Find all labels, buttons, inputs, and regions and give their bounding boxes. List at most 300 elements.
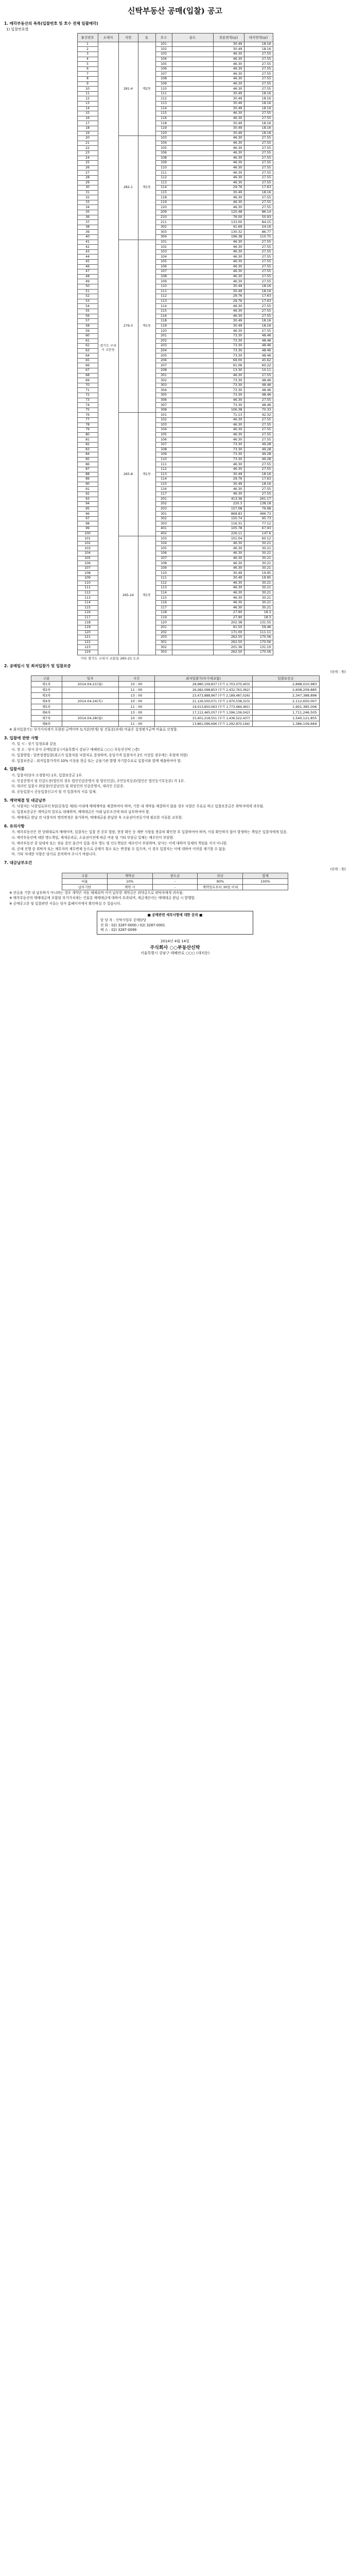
- paragraph: ※ 매각부동산의 매매대금에 포함된 부가가치세는 건물분 매매대금에 대하여 부과되며, 세금계산서는 매매대금 완납 시 발행함.: [9, 896, 196, 901]
- company-name: 주식회사 ○○부동산신탁: [150, 945, 200, 951]
- land-area-cell: 48.46: [244, 403, 273, 408]
- floor-area-cell: 46.30: [213, 314, 244, 319]
- unit-number-cell: 202: [155, 630, 172, 635]
- floor-area-cell: 46.30: [213, 269, 244, 275]
- schedule-cell: 17,112,465,057 (부가 1,596,136,042): [154, 710, 252, 716]
- unit-number-cell: 107: [155, 269, 172, 275]
- unit-number-cell: 402: [155, 531, 172, 536]
- lot-header-cell: 전용면적(㎡): [213, 33, 244, 42]
- lot-number-cell: 101: [77, 536, 98, 541]
- land-area-cell: 27.55: [244, 66, 273, 72]
- lot-number-cell: 1: [77, 42, 98, 47]
- floor-area-cell: 46.30: [213, 255, 244, 260]
- lot-number-cell: 6: [77, 66, 98, 72]
- unit-number-cell: 305: [155, 393, 172, 398]
- usage-cell: [172, 383, 213, 388]
- floor-area-cell: 46.30: [213, 462, 244, 467]
- paragraph: 다. 매매대금 완납 전 낙찰자의 명의변경은 불가하며, 매매대금을 완납한 후 소유권이전등기에 필요한 서류를 교부함.: [9, 816, 183, 820]
- unit-number-cell: 119: [155, 615, 172, 620]
- table-row: [62, 884, 288, 890]
- payment-table: [62, 873, 288, 890]
- unit-number-cell: 106: [155, 264, 172, 269]
- lot-number-cell: 64: [77, 353, 98, 359]
- usage-cell: [172, 477, 213, 482]
- schedule-table: [31, 675, 320, 727]
- paragraph: 다. 대리인 입찰시 위임장(인감날인) 및 위임인의 인감증명서, 대리인 신분증.: [9, 784, 125, 789]
- lot-number-cell: 3: [77, 52, 98, 57]
- lot-number-cell: 76: [77, 413, 98, 418]
- lot-number-cell: 108: [77, 571, 98, 576]
- land-area-cell: 30.21: [244, 561, 273, 566]
- usage-cell: [172, 289, 213, 294]
- usage-cell: [172, 195, 213, 200]
- usage-cell: [172, 165, 213, 171]
- table-row: [31, 699, 319, 704]
- lot-number-cell: 81: [77, 437, 98, 443]
- floor-area-cell: 73.30: [213, 378, 244, 383]
- floor-area-cell: 46.30: [213, 561, 244, 566]
- location-cell: 경기도 구리시 교문동: [98, 42, 118, 655]
- floor-area-cell: 46.30: [213, 161, 244, 166]
- usage-cell: [172, 87, 213, 92]
- lot-number-cell: 67: [77, 368, 98, 374]
- usage-cell: [172, 156, 213, 161]
- floor-area-cell: 46.30: [213, 556, 244, 561]
- lot-number-cell: 61: [77, 338, 98, 344]
- lot-number-cell: 63: [77, 348, 98, 353]
- contact-phone: 전 화 : 02) 3287-0000 / 02) 3287-0001: [100, 923, 165, 927]
- land-area-cell: 27.55: [244, 269, 273, 275]
- land-area-cell: 10.11: [244, 368, 273, 374]
- usage-cell: [172, 279, 213, 284]
- usage-cell: [172, 512, 213, 517]
- jibun-cell: 265-24: [118, 536, 138, 655]
- lot-table: [77, 33, 273, 655]
- land-area-cell: 27.55: [244, 240, 273, 245]
- land-area-cell: 45.62: [244, 358, 273, 363]
- lot-number-cell: 11: [77, 91, 98, 96]
- lot-number-cell: 26: [77, 165, 98, 171]
- floor-area-cell: 46.30: [213, 72, 244, 77]
- floor-area-cell: 46.30: [213, 264, 244, 269]
- unit-number-cell: 304: [155, 388, 172, 393]
- unit-number-cell: 101: [155, 240, 172, 245]
- unit-number-cell: 107: [155, 556, 172, 561]
- lot-header-cell: 소재지: [98, 33, 118, 42]
- land-area-cell: 27.55: [244, 274, 273, 279]
- floor-area-cell: 46.30: [213, 87, 244, 92]
- lot-number-cell: 89: [77, 477, 98, 482]
- lot-number-cell: 77: [77, 418, 98, 423]
- lot-number-cell: 59: [77, 329, 98, 334]
- usage-cell: [172, 111, 213, 116]
- unit-number-cell: 104: [155, 57, 172, 62]
- floor-area-cell: 106.38: [213, 408, 244, 413]
- lot-number-cell: 74: [77, 403, 98, 408]
- land-area-cell: 170.56: [244, 635, 273, 640]
- floor-area-cell: 46.30: [213, 52, 244, 57]
- usage-cell: [172, 264, 213, 269]
- lot-number-cell: 22: [77, 146, 98, 151]
- lot-number-cell: 122: [77, 640, 98, 645]
- unit-number-cell: 203: [155, 344, 172, 349]
- land-area-cell: 18.16: [244, 324, 273, 329]
- floor-area-cell: 105.78: [213, 527, 244, 532]
- land-area-cell: 27.55: [244, 373, 273, 378]
- unit-number-cell: 106: [155, 551, 172, 556]
- schedule-cell: 11 : 00: [118, 721, 154, 727]
- schedule-header-cell: 시간: [118, 676, 154, 682]
- lot-header-cell: 지번: [118, 33, 138, 42]
- unit-number-cell: 303: [155, 230, 172, 235]
- lot-number-cell: 102: [77, 541, 98, 546]
- land-area-cell: 27.55: [244, 200, 273, 205]
- usage-cell: [172, 422, 213, 428]
- floor-area-cell: 30.49: [213, 472, 244, 477]
- unit-number-cell: 102: [155, 47, 172, 52]
- payment-cell: 비율: [62, 878, 108, 884]
- floor-area-cell: 46.30: [213, 165, 244, 171]
- usage-cell: [172, 106, 213, 111]
- usage-cell: [172, 171, 213, 176]
- lot-number-cell: 105: [77, 556, 98, 561]
- schedule-cell: 1,711,246,505: [252, 710, 319, 716]
- usage-cell: [172, 600, 213, 605]
- land-area-cell: 48.46: [244, 348, 273, 353]
- land-area-cell: 27.55: [244, 492, 273, 497]
- lot-number-cell: 68: [77, 373, 98, 378]
- floor-area-cell: 220.3: [213, 502, 244, 507]
- dong-cell: 제1동: [138, 136, 155, 240]
- usage-cell: [172, 190, 213, 195]
- unit-number-cell: 110: [155, 165, 172, 171]
- lot-number-cell: 65: [77, 358, 98, 363]
- unit-number-cell: 105: [155, 62, 172, 67]
- unit-number-cell: 302: [155, 225, 172, 230]
- lot-number-cell: 100: [77, 531, 98, 536]
- land-area-cell: 18.16: [244, 482, 273, 487]
- land-area-cell: 30.21: [244, 590, 273, 596]
- land-area-cell: 27.55: [244, 205, 273, 210]
- land-area-cell: 27.55: [244, 264, 273, 269]
- section-heading: 7. 대금납부조건: [4, 860, 32, 866]
- floor-area-cell: 46.30: [213, 487, 244, 492]
- lot-number-cell: 52: [77, 294, 98, 299]
- paragraph: 나. 장 소 : 당사 본사 공매입찰실 (서울특별시 강남구 테헤란로 ○○○ 부동산신탁 ○층): [9, 748, 139, 752]
- land-area-cell: 18.3: [244, 611, 273, 616]
- land-area-cell: 17.63: [244, 299, 273, 304]
- lot-number-cell: 70: [77, 383, 98, 388]
- floor-area-cell: 46.30: [213, 77, 244, 82]
- land-area-cell: 110.75: [244, 235, 273, 240]
- land-area-cell: 147.6: [244, 531, 273, 536]
- unit-number-cell: 115: [155, 190, 172, 195]
- land-area-cell: 18.16: [244, 131, 273, 136]
- lot-number-cell: 41: [77, 240, 98, 245]
- lot-number-cell: 84: [77, 452, 98, 457]
- unit-number-cell: 120: [155, 620, 172, 625]
- land-area-cell: 27.55: [244, 428, 273, 433]
- land-area-cell: 84.15: [244, 220, 273, 225]
- usage-cell: [172, 393, 213, 398]
- usage-cell: [172, 230, 213, 235]
- usage-cell: [172, 536, 213, 541]
- usage-cell: [172, 620, 213, 625]
- usage-cell: [172, 363, 213, 368]
- land-area-cell: 111.11: [244, 630, 273, 635]
- land-area-cell: 49.28: [244, 457, 273, 462]
- floor-area-cell: 46.30: [213, 551, 244, 556]
- land-area-cell: 42.32: [244, 413, 273, 418]
- land-area-cell: 70.33: [244, 408, 273, 413]
- notice-date: 2014년 4월 14일: [161, 939, 189, 943]
- unit-number-cell: 112: [155, 175, 172, 180]
- lot-number-cell: 40: [77, 235, 98, 240]
- lot-number-cell: 80: [77, 432, 98, 437]
- floor-area-cell: 30.49: [213, 289, 244, 294]
- usage-cell: [172, 66, 213, 72]
- schedule-cell: [62, 687, 118, 693]
- usage-cell: [172, 329, 213, 334]
- land-area-cell: 27.55: [244, 116, 273, 121]
- floor-area-cell: 30.49: [213, 324, 244, 329]
- table-row: [77, 42, 273, 47]
- schedule-cell: 2014.04.21(월): [62, 682, 118, 687]
- usage-cell: [172, 220, 213, 225]
- usage-cell: [172, 408, 213, 413]
- lot-subheading: 1) 입찰번호별: [6, 27, 29, 32]
- floor-area-cell: 46.30: [213, 274, 244, 279]
- land-area-cell: 27.55: [244, 87, 273, 92]
- schedule-cell: 제2차: [31, 687, 62, 693]
- floor-area-cell: 46.30: [213, 422, 244, 428]
- usage-cell: [172, 121, 213, 126]
- lot-number-cell: 23: [77, 150, 98, 156]
- land-area-cell: 49.28: [244, 452, 273, 457]
- land-area-cell: 27.55: [244, 111, 273, 116]
- floor-area-cell: 46.30: [213, 600, 244, 605]
- usage-cell: [172, 428, 213, 433]
- floor-area-cell: 30.49: [213, 319, 244, 324]
- land-area-cell: 27.55: [244, 141, 273, 146]
- floor-area-cell: 30.49: [213, 96, 244, 101]
- schedule-table-body: [31, 682, 319, 727]
- unit-number-cell: 112: [155, 294, 172, 299]
- unit-number-cell: 118: [155, 121, 172, 126]
- unit-number-cell: 109: [155, 279, 172, 284]
- land-area-cell: 18.16: [244, 289, 273, 294]
- payment-cell: -: [152, 884, 198, 890]
- floor-area-cell: 73.30: [213, 383, 244, 388]
- land-area-cell: 27.55: [244, 165, 273, 171]
- land-area-cell: 30.21: [244, 566, 273, 571]
- lot-number-cell: 53: [77, 299, 98, 304]
- usage-cell: [172, 314, 213, 319]
- lot-number-cell: 7: [77, 72, 98, 77]
- usage-cell: [172, 180, 213, 185]
- land-area-cell: 30.21: [244, 546, 273, 551]
- contact-fax: 팩 스 : 02) 3287-0099: [100, 927, 137, 932]
- land-area-cell: 49.28: [244, 442, 273, 447]
- lot-number-cell: 107: [77, 566, 98, 571]
- lot-number-cell: 97: [77, 516, 98, 521]
- schedule-cell: 11 : 00: [118, 704, 154, 710]
- lot-number-cell: 91: [77, 487, 98, 492]
- unit-number-cell: 116: [155, 116, 172, 121]
- land-area-cell: 50.93: [244, 215, 273, 220]
- paragraph: ※ 잔금을 기한 내 납부하지 아니하는 경우 계약은 자동 해제되며 이미 납부한 계약금은 위약금으로 위탁자에게 귀속됨.: [9, 890, 184, 895]
- land-area-cell: 30.21: [244, 541, 273, 546]
- floor-area-cell: 46.30: [213, 245, 244, 250]
- lot-number-cell: 18: [77, 126, 98, 131]
- lot-number-cell: 30: [77, 185, 98, 191]
- floor-area-cell: 73.30: [213, 403, 244, 408]
- land-area-cell: 24.16: [244, 225, 273, 230]
- usage-cell: [172, 353, 213, 359]
- land-area-cell: 27.55: [244, 314, 273, 319]
- land-area-cell: 18.16: [244, 472, 273, 477]
- page-title: 신탁부동산 공매(입찰) 공고: [127, 6, 223, 15]
- usage-cell: [172, 527, 213, 532]
- unit-number-cell: 102: [155, 418, 172, 423]
- land-area-cell: 18.16: [244, 190, 273, 195]
- unit-number-cell: 114: [155, 106, 172, 111]
- usage-cell: [172, 57, 213, 62]
- unit-number-cell: 109: [155, 452, 172, 457]
- lot-number-cell: 98: [77, 521, 98, 527]
- land-area-cell: 27.55: [244, 77, 273, 82]
- unit-number-cell: 108: [155, 561, 172, 566]
- land-area-cell: 18.3: [244, 615, 273, 620]
- unit-number-cell: 103: [155, 249, 172, 255]
- land-area-cell: 27.55: [244, 72, 273, 77]
- unit-number-cell: 119: [155, 200, 172, 205]
- unit-number-cell: 104: [155, 541, 172, 546]
- unit-number-cell: 111: [155, 171, 172, 176]
- floor-area-cell: 30.49: [213, 91, 244, 96]
- usage-cell: [172, 640, 213, 645]
- unit-number-cell: 111: [155, 462, 172, 467]
- floor-area-cell: 73.30: [213, 452, 244, 457]
- schedule-cell: 10 : 00: [118, 716, 154, 721]
- table-row: [31, 710, 319, 716]
- schedule-unit: (단위 : 원): [330, 670, 346, 674]
- floor-area-cell: 73.30: [213, 344, 244, 349]
- lot-number-cell: 79: [77, 428, 98, 433]
- usage-cell: [172, 72, 213, 77]
- floor-area-cell: 46.30: [213, 566, 244, 571]
- usage-cell: [172, 576, 213, 581]
- schedule-cell: 제6차: [31, 710, 62, 716]
- lot-number-cell: 49: [77, 279, 98, 284]
- lot-number-cell: 34: [77, 205, 98, 210]
- lot-number-cell: 20: [77, 136, 98, 141]
- floor-area-cell: 30.49: [213, 190, 244, 195]
- lot-number-cell: 42: [77, 245, 98, 250]
- floor-area-cell: 46.30: [213, 111, 244, 116]
- floor-area-cell: 76.00: [213, 215, 244, 220]
- unit-number-cell: 114: [155, 304, 172, 309]
- unit-number-cell: 105: [155, 260, 172, 265]
- unit-number-cell: 108: [155, 274, 172, 279]
- schedule-table-header: [31, 676, 319, 682]
- usage-cell: [172, 378, 213, 383]
- land-area-cell: 27.55: [244, 180, 273, 185]
- schedule-cell: 19,013,850,063 (부가 1,773,484,491): [154, 704, 252, 710]
- floor-area-cell: 30.49: [213, 47, 244, 52]
- usage-cell: [172, 452, 213, 457]
- lot-number-cell: 82: [77, 442, 98, 447]
- unit-number-cell: 108: [155, 447, 172, 452]
- land-area-cell: 48.46: [244, 388, 273, 393]
- usage-cell: [172, 398, 213, 403]
- usage-cell: [172, 581, 213, 586]
- schedule-cell: 2,112,650,007: [252, 699, 319, 704]
- lot-number-cell: 120: [77, 630, 98, 635]
- floor-area-cell: 226.11: [213, 531, 244, 536]
- lot-number-cell: 116: [77, 611, 98, 616]
- land-area-cell: 27.55: [244, 260, 273, 265]
- floor-area-cell: 30.49: [213, 571, 244, 576]
- floor-area-cell: 73.30: [213, 393, 244, 398]
- schedule-header-cell: 일자: [62, 676, 118, 682]
- usage-cell: [172, 432, 213, 437]
- lot-number-cell: 117: [77, 615, 98, 620]
- land-area-cell: 79.98: [244, 506, 273, 512]
- unit-number-cell: 302: [155, 378, 172, 383]
- schedule-cell: [62, 710, 118, 716]
- floor-area-cell: 30.49: [213, 576, 244, 581]
- unit-number-cell: 302: [155, 516, 172, 521]
- unit-number-cell: 114: [155, 477, 172, 482]
- dong-cell: 제1동: [138, 536, 155, 655]
- usage-cell: [172, 418, 213, 423]
- land-area-cell: 86.77: [244, 230, 273, 235]
- schedule-cell: 21,126,500,071 (부가 1,970,538,323): [154, 699, 252, 704]
- unit-number-cell: 118: [155, 319, 172, 324]
- floor-area-cell: 101.04: [213, 536, 244, 541]
- floor-area-cell: 46.30: [213, 240, 244, 245]
- land-area-cell: 48.46: [244, 344, 273, 349]
- floor-area-cell: 413.36: [213, 497, 244, 502]
- lot-number-cell: 24: [77, 156, 98, 161]
- usage-cell: [172, 200, 213, 205]
- usage-cell: [172, 635, 213, 640]
- floor-area-cell: 262.50: [213, 650, 244, 655]
- lot-number-cell: 4: [77, 57, 98, 62]
- schedule-cell: [62, 721, 118, 727]
- lot-number-cell: 21: [77, 141, 98, 146]
- floor-area-cell: 157.08: [213, 506, 244, 512]
- unit-number-cell: 115: [155, 596, 172, 601]
- floor-area-cell: 46.30: [213, 205, 244, 210]
- schedule-cell: 2,898,010,983: [252, 682, 319, 687]
- unit-number-cell: 113: [155, 180, 172, 185]
- land-area-cell: 18.16: [244, 91, 273, 96]
- floor-area-cell: 868.83: [213, 512, 244, 517]
- land-area-cell: 18.16: [244, 101, 273, 107]
- paragraph: 라. 공동입찰시 공동입찰신고서 및 각 입찰자의 서류 일체.: [9, 790, 97, 794]
- unit-number-cell: 301: [155, 640, 172, 645]
- schedule-cell: 13 : 00: [118, 710, 154, 716]
- lot-number-cell: 16: [77, 116, 98, 121]
- paragraph: 나. 인감증명서 및 인감도장(법인의 경우 법인인감증명서 및 법인인감), 주민등록등본(법인은 법인등기부등본) 각 1부.: [9, 778, 185, 783]
- usage-cell: [172, 255, 213, 260]
- usage-cell: [172, 497, 213, 502]
- unit-number-cell: 203: [155, 635, 172, 640]
- land-area-cell: 27.55: [244, 279, 273, 284]
- usage-cell: [172, 373, 213, 378]
